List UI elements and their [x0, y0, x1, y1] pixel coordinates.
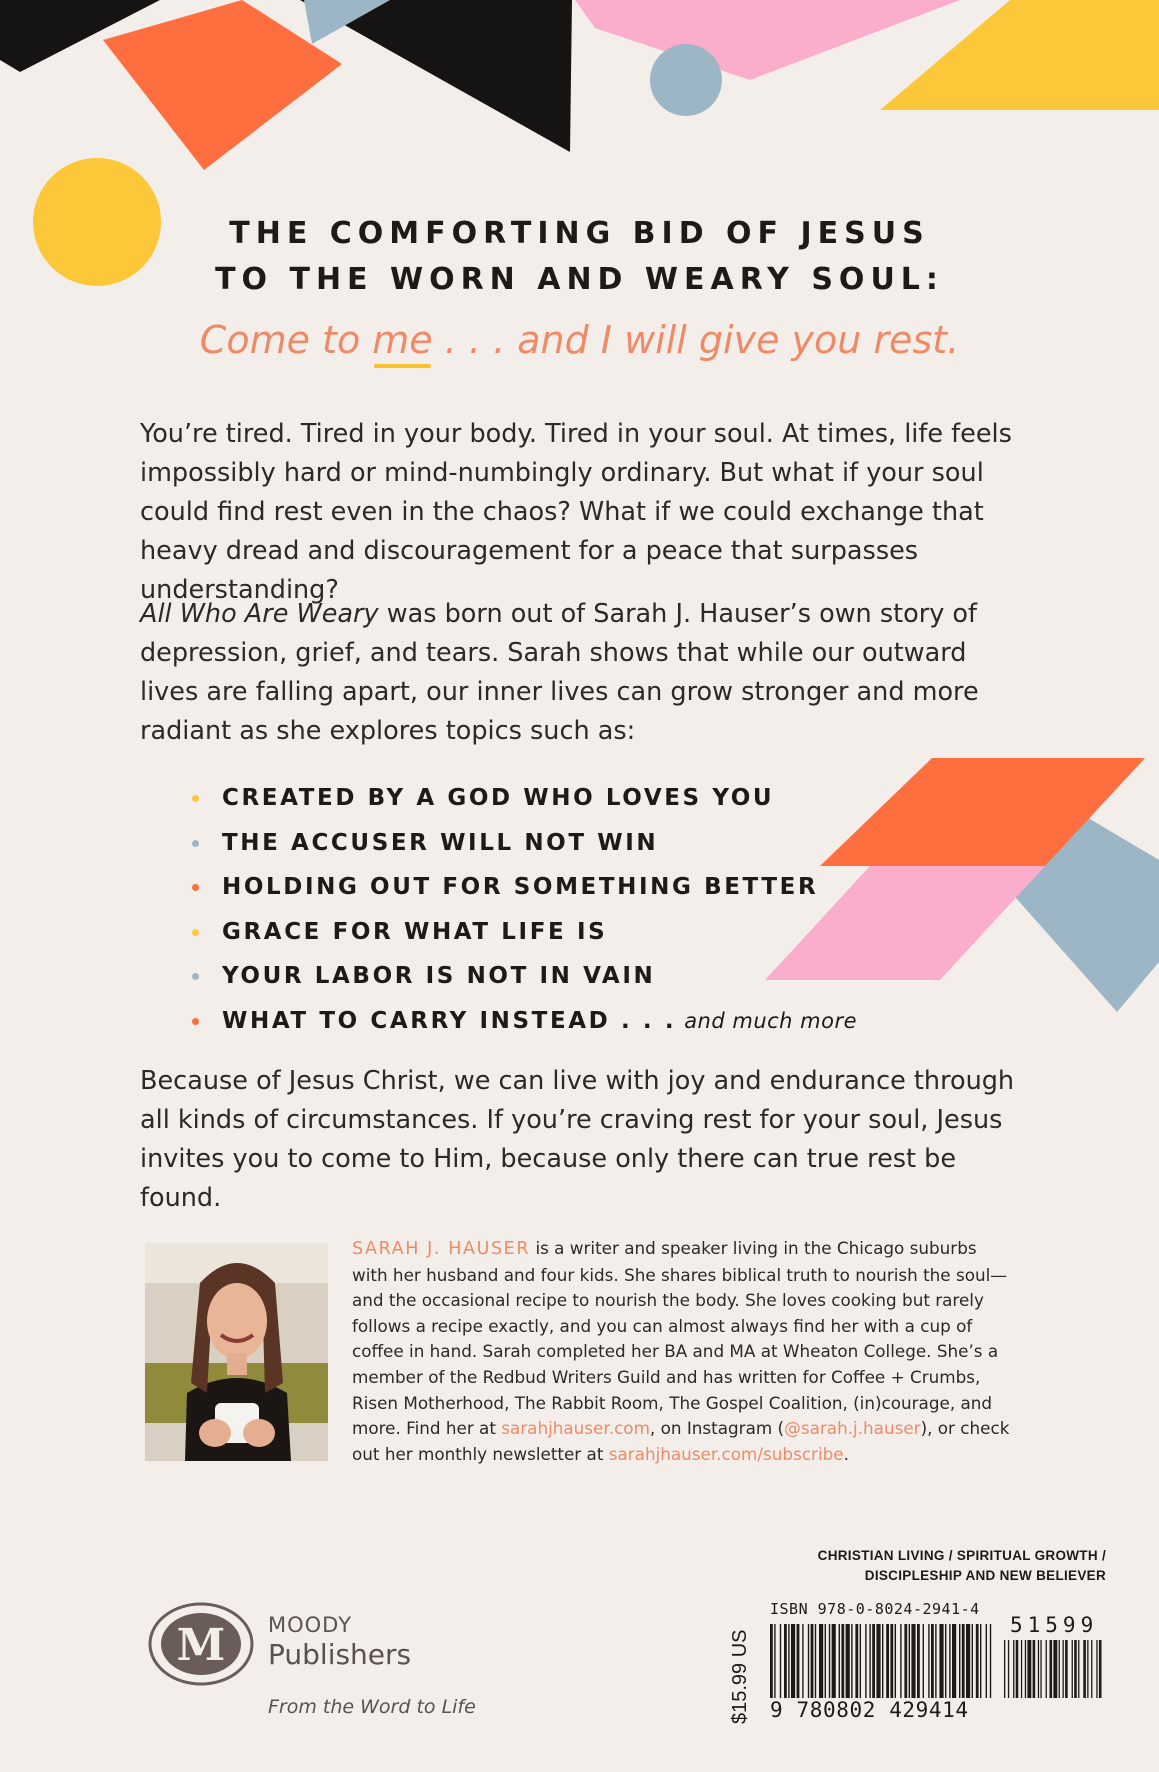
publisher-name-line-2: Publishers: [268, 1638, 412, 1671]
tagline-after: . . . and I will give you rest.: [432, 318, 960, 362]
topics-list: [190, 776, 857, 1043]
author-photo: [145, 1243, 328, 1461]
story-text: was born out of Sarah J. Hauser’s own story of depression, grief, and tears. Sarah shows that while our outward lives are falling apart, our inner lives can grow stronger and more radiant as she explores topics such as:: [140, 599, 979, 746]
topic-label: YOUR LABOR IS NOT IN VAIN: [222, 963, 656, 989]
topic-item: [190, 910, 857, 955]
bio-text-2: , on Instagram (: [649, 1418, 785, 1439]
topic-label: GRACE FOR WHAT LIFE IS: [222, 918, 608, 945]
orange-diamond-shape: [103, 0, 342, 170]
bio-text-3: ), or check out her monthly newsletter at: [352, 1418, 1010, 1464]
topic-item: [190, 999, 857, 1044]
intro-paragraph: You’re tired. Tired in your body. Tired in your soul. At times, life feels impossibly hard or mind-numbingly ordinary. But what if your soul could find rest even in the chaos? What if we could exchange that heavy dread and discouragement for a peace that surpasses understanding?: [140, 419, 1012, 605]
closing-paragraph: Because of Jesus Christ, we can live with joy and endurance through all kinds of circumstances. If you’re craving rest for your soul, Jesus invites you to come to Him, because only there can true rest be found.: [140, 1066, 1015, 1213]
newsletter-link[interactable]: sarahjhauser.com/subscribe: [608, 1443, 844, 1464]
blue-circle-shape: [650, 44, 722, 116]
instagram-link[interactable]: @sarah.j.hauser: [784, 1418, 921, 1439]
category-line-1: CHRISTIAN LIVING / SPIRITUAL GROWTH /: [817, 1548, 1106, 1563]
book-title: All Who Are Weary: [140, 599, 379, 629]
bullet-dot-icon: [192, 929, 199, 936]
topic-item: [190, 954, 857, 999]
topic-label: WHAT TO CARRY INSTEAD . . .: [222, 1007, 677, 1034]
headline-line-2: TO THE WORN AND WEARY SOUL:: [215, 262, 944, 297]
publisher-name-line-1: MOODY: [268, 1613, 353, 1637]
moody-m-logo-icon: [148, 1602, 254, 1686]
category-line-2: DISCIPLESHIP AND NEW BELIEVER: [864, 1568, 1106, 1583]
price-label: [728, 1616, 752, 1726]
tagline-emphasis: me: [372, 318, 433, 362]
bullet-dot-icon: [192, 973, 199, 980]
topic-label: CREATED BY A GOD WHO LOVES YOU: [222, 785, 775, 811]
tagline-before: Come to: [199, 318, 373, 362]
publisher-tagline: From the Word to Life: [268, 1696, 476, 1718]
bullet-dot-icon: [192, 884, 199, 891]
author-name: SARAH J. HAUSER: [352, 1239, 531, 1259]
bullet-dot-icon: [192, 840, 199, 847]
category-label: [818, 1546, 1106, 1586]
price-code: 51599: [1010, 1613, 1099, 1637]
author-portrait-illustration: [145, 1243, 328, 1461]
website-link[interactable]: sarahjhauser.com: [501, 1418, 650, 1439]
author-bio: [352, 1236, 1012, 1467]
bio-text-4: .: [843, 1443, 849, 1464]
bullet-dot-icon: [192, 1018, 199, 1025]
bullet-dot-icon: [192, 795, 199, 802]
topic-item: [190, 776, 857, 821]
headline-line-1: THE COMFORTING BID OF JESUS: [229, 216, 930, 251]
bio-text-1: is a writer and speaker living in the Chicago suburbs with her husband and four kids. She shares biblical truth to nourish the soul—and the occasional recipe to nourish the body. She loves cooking but rarely follows a recipe exactly, and you can almost always find her with a cup of coffee in hand. Sarah completed her BA and MA at Wheaton College. She’s a member of the Redbud Writers Guild and has written for Coffee + Crumbs, Risen Motherhood, The Rabbit Room, The Gospel Coalition, (in)courage, and more. Find her at: [352, 1238, 1008, 1439]
yellow-triangle-shape: [880, 0, 1159, 110]
topic-label: HOLDING OUT FOR SOMETHING BETTER: [222, 874, 819, 900]
isbn-digits: 9 780802 429414: [770, 1698, 969, 1722]
topic-item: [190, 821, 857, 866]
tagline: [0, 318, 1159, 362]
topic-label: THE ACCUSER WILL NOT WIN: [222, 829, 659, 856]
price-text: $15.99 US: [729, 1629, 751, 1724]
isbn-label: ISBN 978-0-8024-2941-4: [770, 1600, 980, 1618]
story-paragraph: [140, 595, 1020, 751]
logo-letter: M: [176, 1620, 226, 1671]
topic-item: [190, 865, 857, 910]
pink-top-shape: [575, 0, 960, 80]
topics-more: and much more: [684, 1008, 858, 1033]
